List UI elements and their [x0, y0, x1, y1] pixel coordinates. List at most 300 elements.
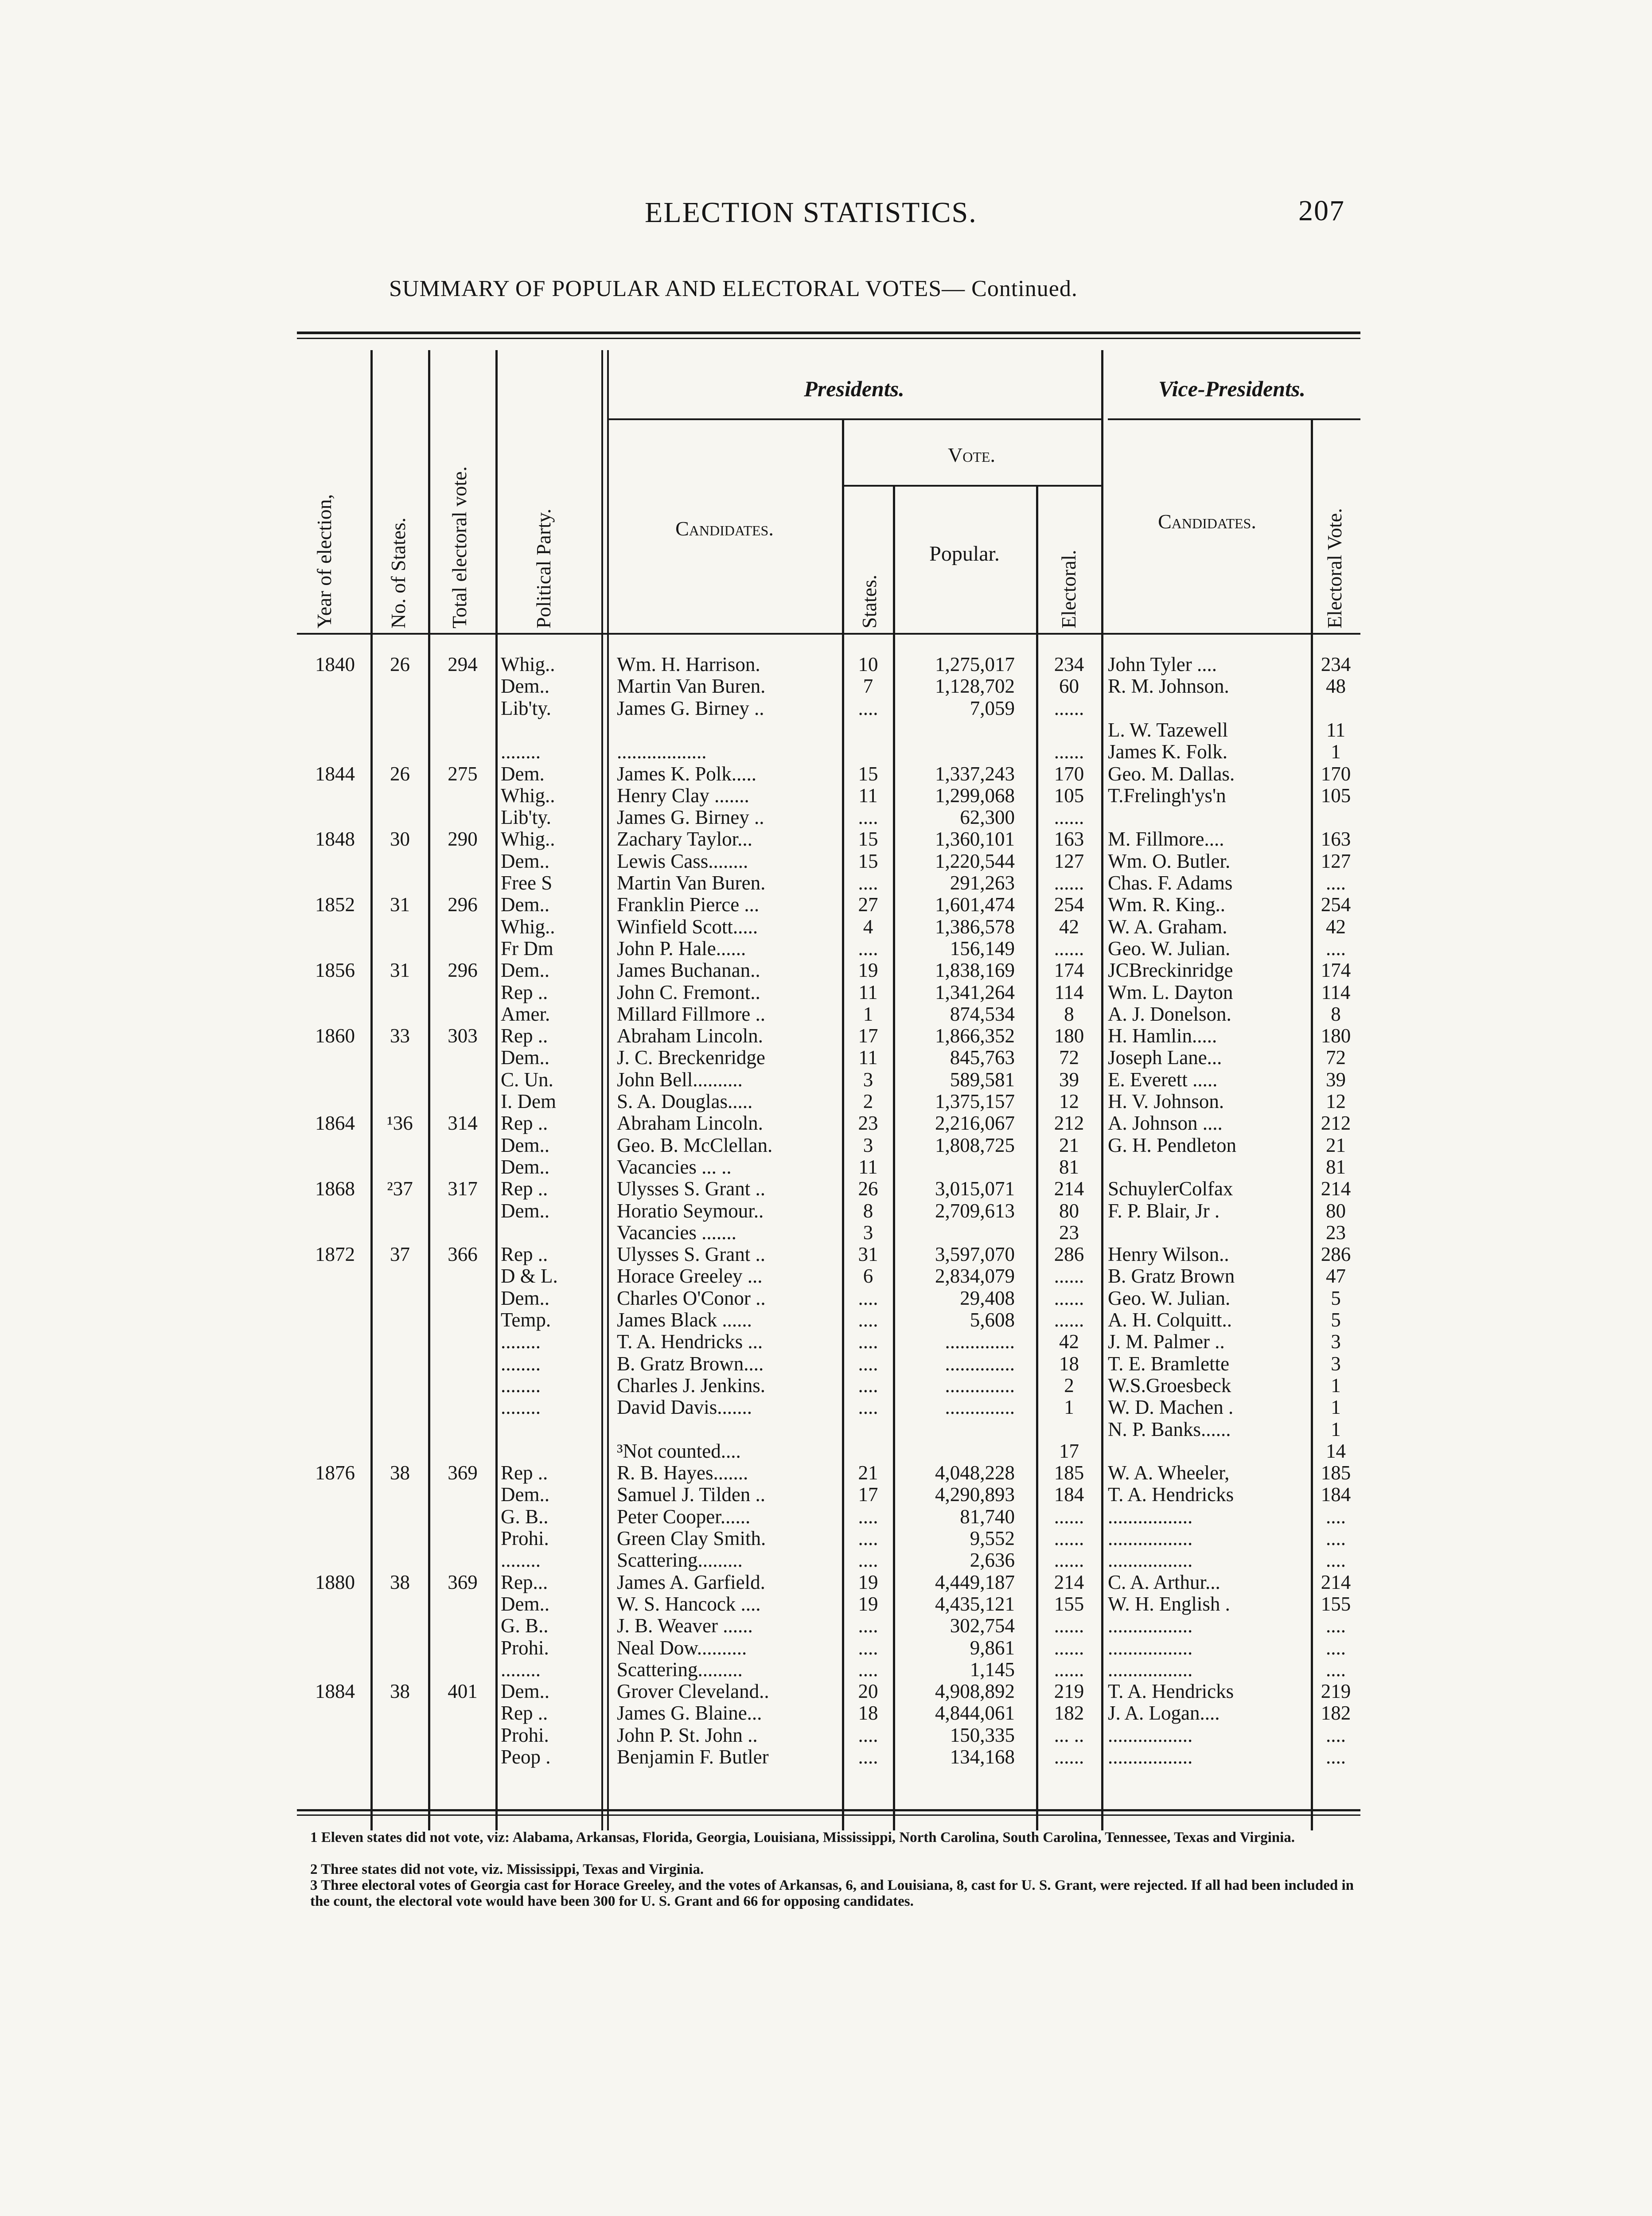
popular-cell: .............. — [945, 1352, 1015, 1375]
page-number: 207 — [1298, 195, 1345, 227]
popular-cell: 3,597,070 — [935, 1243, 1015, 1266]
popular-cell: 1,275,017 — [935, 653, 1015, 675]
pop-states-cell: .... — [858, 1549, 878, 1572]
vp-candidate-cell: A. H. Colquitt.. — [1108, 1309, 1232, 1331]
pop-states-cell: .... — [858, 697, 878, 719]
states-cell: 26 — [390, 653, 410, 675]
pop-states-cell: 19 — [858, 959, 878, 982]
col-header-states: No. of States. — [387, 517, 409, 628]
party-cell: I. Dem — [501, 1090, 556, 1112]
party-cell: Dem.. — [501, 1287, 549, 1309]
vp-electoral-cell: .... — [1326, 1724, 1346, 1746]
vp-candidate-cell: Geo. M. Dallas. — [1108, 762, 1235, 785]
year-cell: 1880 — [315, 1571, 355, 1593]
vote-header: Vote. — [948, 444, 995, 466]
party-cell: Rep .. — [501, 981, 548, 1003]
electoral-cell: ... .. — [1054, 1724, 1084, 1746]
candidate-cell: Ulysses S. Grant .. — [617, 1243, 765, 1266]
candidate-cell: Horatio Seymour.. — [617, 1199, 764, 1222]
electoral-cell: ...... — [1054, 1746, 1084, 1768]
vp-electoral-cell: 219 — [1321, 1680, 1351, 1703]
candidate-cell: Martin Van Buren. — [617, 872, 766, 894]
total-cell: 296 — [448, 893, 478, 916]
vp-electoral-cell: .... — [1326, 1636, 1346, 1659]
total-cell: 401 — [448, 1680, 478, 1703]
presidents-header: Presidents. — [804, 376, 904, 401]
year-cell: 1860 — [315, 1025, 355, 1047]
vice-presidents-rule — [1108, 418, 1360, 420]
party-cell: Rep .. — [501, 1702, 548, 1724]
electoral-cell: ...... — [1054, 1615, 1084, 1637]
party-cell: Peop . — [501, 1746, 551, 1768]
vp-electoral-cell: 185 — [1321, 1462, 1351, 1484]
candidate-cell: Franklin Pierce ... — [617, 893, 760, 916]
electoral-cell: ...... — [1054, 937, 1084, 960]
vp-candidate-cell: ................. — [1108, 1527, 1193, 1549]
vp-candidate-cell: L. W. Tazewell — [1108, 718, 1228, 741]
vp-electoral-cell: 47 — [1326, 1265, 1346, 1287]
vp-electoral-cell: 170 — [1321, 762, 1351, 785]
popular-cell: 81,740 — [960, 1505, 1015, 1528]
candidate-cell: Benjamin F. Butler — [617, 1746, 769, 1768]
pop-states-cell: .... — [858, 1746, 878, 1768]
candidate-cell: .................. — [617, 741, 707, 763]
vp-electoral-cell: 1 — [1331, 1396, 1341, 1419]
vp-electoral-cell: 214 — [1321, 1571, 1351, 1593]
vp-candidate-cell: Wm. L. Dayton — [1108, 981, 1233, 1003]
pop-states-cell: 7 — [863, 675, 873, 698]
party-cell: Fr Dm — [501, 937, 553, 960]
candidate-cell: John C. Fremont.. — [617, 981, 760, 1003]
party-cell: Rep .. — [501, 1243, 548, 1266]
pop-states-cell: 2 — [863, 1090, 873, 1112]
col-header-pop-states: States. — [858, 574, 881, 628]
candidate-cell: Abraham Lincoln. — [617, 1025, 763, 1047]
states-cell: 38 — [390, 1462, 410, 1484]
vp-electoral-cell: 5 — [1331, 1309, 1341, 1331]
electoral-cell: 42 — [1059, 915, 1079, 938]
electoral-cell: 163 — [1054, 828, 1084, 851]
states-cell: ¹36 — [387, 1112, 413, 1135]
pop-states-cell: 27 — [858, 893, 878, 916]
total-cell: 296 — [448, 959, 478, 982]
vp-electoral-cell: 234 — [1321, 653, 1351, 675]
popular-cell: .............. — [945, 1396, 1015, 1419]
vp-candidate-cell: Joseph Lane... — [1108, 1046, 1222, 1069]
col-header-party: Political Party. — [532, 508, 555, 628]
popular-cell: 2,216,067 — [935, 1112, 1015, 1135]
candidate-cell: S. A. Douglas..... — [617, 1090, 753, 1112]
party-cell: Rep .. — [501, 1462, 548, 1484]
popular-cell: 1,866,352 — [935, 1025, 1015, 1047]
electoral-cell: 1 — [1064, 1396, 1074, 1419]
candidate-cell: Vacancies ....... — [617, 1221, 736, 1244]
col-divider — [1101, 350, 1103, 1830]
party-cell: Whig.. — [501, 653, 555, 675]
vp-electoral-cell: 12 — [1326, 1090, 1346, 1112]
vice-presidents-header: Vice-Presidents. — [1158, 376, 1305, 401]
party-cell: Rep .. — [501, 1178, 548, 1200]
candidate-cell: Winfield Scott..... — [617, 915, 758, 938]
pop-states-cell: 10 — [858, 653, 878, 675]
electoral-cell: 21 — [1059, 1134, 1079, 1156]
vp-electoral-cell: 163 — [1321, 828, 1351, 851]
vp-candidate-cell: W. A. Graham. — [1108, 915, 1227, 938]
candidate-cell: J. B. Weaver ...... — [617, 1615, 753, 1637]
electoral-cell: 105 — [1054, 784, 1084, 807]
vp-electoral-cell: 11 — [1326, 718, 1346, 741]
col-divider — [607, 350, 609, 1830]
table-bottom-rule-2 — [297, 1814, 1360, 1816]
table-bottom-rule — [297, 1809, 1360, 1811]
electoral-cell: 39 — [1059, 1068, 1079, 1091]
electoral-cell: 214 — [1054, 1178, 1084, 1200]
states-cell: 30 — [390, 828, 410, 851]
vp-candidate-cell: SchuylerColfax — [1108, 1178, 1233, 1200]
electoral-cell: 234 — [1054, 653, 1084, 675]
electoral-cell: 8 — [1064, 1003, 1074, 1025]
vp-electoral-cell: 14 — [1326, 1440, 1346, 1462]
candidate-cell: Geo. B. McClellan. — [617, 1134, 773, 1156]
candidate-cell: Charles J. Jenkins. — [617, 1374, 765, 1397]
vp-electoral-cell: 42 — [1326, 915, 1346, 938]
pop-states-cell: 19 — [858, 1571, 878, 1593]
popular-cell: 1,838,169 — [935, 959, 1015, 982]
party-cell: Prohi. — [501, 1724, 549, 1746]
pop-states-cell: 11 — [858, 1155, 878, 1178]
candidate-cell: Charles O'Conor .. — [617, 1287, 766, 1309]
vp-electoral-cell: 3 — [1331, 1330, 1341, 1353]
pop-states-cell: .... — [858, 1527, 878, 1549]
vp-candidate-cell: ................. — [1108, 1549, 1193, 1572]
vp-electoral-cell: 21 — [1326, 1134, 1346, 1156]
candidate-cell: Samuel J. Tilden .. — [617, 1483, 766, 1506]
states-cell: 37 — [390, 1243, 410, 1266]
popular-cell: 1,341,264 — [935, 981, 1015, 1003]
vp-candidate-cell: W.S.Groesbeck — [1108, 1374, 1231, 1397]
pop-states-cell: 15 — [858, 828, 878, 851]
party-cell: Prohi. — [501, 1527, 549, 1549]
pop-states-cell: 21 — [858, 1462, 878, 1484]
candidate-cell: ³Not counted.... — [617, 1440, 741, 1462]
vp-candidate-cell: W. H. English . — [1108, 1592, 1230, 1615]
col-header-electoral: Electoral. — [1057, 550, 1080, 628]
states-cell: 38 — [390, 1680, 410, 1703]
party-cell: Whig.. — [501, 784, 555, 807]
vp-candidate-cell: Henry Wilson.. — [1108, 1243, 1229, 1266]
vp-electoral-cell: 8 — [1331, 1003, 1341, 1025]
party-cell: Whig.. — [501, 915, 555, 938]
vp-candidate-cell: M. Fillmore.... — [1108, 828, 1224, 851]
vp-electoral-cell: .... — [1326, 937, 1346, 960]
popular-cell: 9,552 — [970, 1527, 1015, 1549]
vote-rule — [842, 485, 1101, 487]
party-cell: Dem.. — [501, 959, 549, 982]
pop-states-cell: .... — [858, 937, 878, 960]
page-title: ELECTION STATISTICS. — [645, 196, 977, 229]
electoral-cell: 212 — [1054, 1112, 1084, 1135]
party-cell: ........ — [501, 1396, 541, 1419]
year-cell: 1844 — [315, 762, 355, 785]
popular-cell: 4,435,121 — [935, 1592, 1015, 1615]
electoral-cell: 80 — [1059, 1199, 1079, 1222]
vp-candidate-cell: E. Everett ..... — [1108, 1068, 1218, 1091]
vp-electoral-cell: 155 — [1321, 1592, 1351, 1615]
party-cell: G. B.. — [501, 1505, 549, 1528]
candidate-cell: J. C. Breckenridge — [617, 1046, 765, 1069]
candidate-cell: Millard Fillmore .. — [617, 1003, 765, 1025]
vp-candidate-cell: T.Frelingh'ys'n — [1108, 784, 1226, 807]
vp-candidate-cell: James K. Folk. — [1108, 741, 1227, 763]
total-cell: 294 — [448, 653, 478, 675]
vp-candidate-cell: JCBreckinridge — [1108, 959, 1233, 982]
vp-candidate-cell: H. V. Johnson. — [1108, 1090, 1224, 1112]
electoral-cell: ...... — [1054, 1527, 1084, 1549]
states-cell: 38 — [390, 1571, 410, 1593]
vp-candidate-cell: ................. — [1108, 1636, 1193, 1659]
vp-electoral-cell: 286 — [1321, 1243, 1351, 1266]
vp-electoral-cell: .... — [1326, 1658, 1346, 1681]
electoral-cell: 23 — [1059, 1221, 1079, 1244]
vp-electoral-cell: 180 — [1321, 1025, 1351, 1047]
popular-cell: 845,763 — [950, 1046, 1015, 1069]
vp-electoral-cell: 114 — [1321, 981, 1351, 1003]
vp-electoral-cell: 72 — [1326, 1046, 1346, 1069]
vp-candidate-cell: R. M. Johnson. — [1108, 675, 1229, 698]
vp-electoral-cell: 48 — [1326, 675, 1346, 698]
candidate-cell: Abraham Lincoln. — [617, 1112, 763, 1135]
vp-electoral-cell: 39 — [1326, 1068, 1346, 1091]
party-cell: Rep .. — [501, 1025, 548, 1047]
candidate-cell: James Buchanan.. — [617, 959, 760, 982]
total-cell: 290 — [448, 828, 478, 851]
vp-candidate-cell: C. A. Arthur... — [1108, 1571, 1220, 1593]
vp-candidate-cell: ................. — [1108, 1746, 1193, 1768]
popular-cell: 4,844,061 — [935, 1702, 1015, 1724]
party-cell: C. Un. — [501, 1068, 553, 1091]
party-cell: ........ — [501, 741, 541, 763]
footnote-1: 1 Eleven states did not vote, viz: Alabama, Arkansas, Florida, Georgia, Louisiana, Mississippi, North Carolina, South Carolina, Tennessee, Texas and Virginia. — [310, 1830, 1295, 1845]
col-divider — [601, 350, 603, 1830]
total-cell: 275 — [448, 762, 478, 785]
presidents-rule — [607, 418, 1101, 420]
candidate-cell: Neal Dow.......... — [617, 1636, 747, 1659]
states-cell: 26 — [390, 762, 410, 785]
pop-states-cell: 4 — [863, 915, 873, 938]
popular-cell: 1,808,725 — [935, 1134, 1015, 1156]
vp-candidate-cell: T. E. Bramlette — [1108, 1352, 1230, 1375]
party-cell: Dem.. — [501, 1680, 549, 1703]
pop-states-cell: 20 — [858, 1680, 878, 1703]
vp-candidate-cell: G. H. Pendleton — [1108, 1134, 1236, 1156]
electoral-cell: 42 — [1059, 1330, 1079, 1353]
party-cell: Lib'ty. — [501, 697, 551, 719]
pop-states-cell: 11 — [858, 1046, 878, 1069]
electoral-cell: ...... — [1054, 1287, 1084, 1309]
vp-candidate-cell: N. P. Banks...... — [1108, 1418, 1231, 1440]
col-divider — [370, 350, 373, 1830]
popular-cell: 9,861 — [970, 1636, 1015, 1659]
year-cell: 1884 — [315, 1680, 355, 1703]
col-header-vp-electoral: Electoral Vote. — [1323, 508, 1346, 628]
electoral-cell: 114 — [1054, 981, 1084, 1003]
pop-states-cell: 1 — [863, 1003, 873, 1025]
vp-electoral-cell: 254 — [1321, 893, 1351, 916]
total-cell: 314 — [448, 1112, 478, 1135]
footnote-3: 3 Three electoral votes of Georgia cast for Horace Greeley, and the votes of Arkansas, 6, and Louisiana, 8, cast for U. S. Grant, were rejected. If all had been included in the count, the electoral vote would have been 300 for U. S. Grant and 66 for opposing candidates. — [310, 1877, 1354, 1909]
popular-cell: 1,386,578 — [935, 915, 1015, 938]
party-cell: Rep .. — [501, 1112, 548, 1135]
table-top-rule — [297, 332, 1360, 334]
party-cell: Temp. — [501, 1309, 551, 1331]
pop-states-cell: 26 — [858, 1178, 878, 1200]
pop-states-cell: .... — [858, 872, 878, 894]
party-cell: Dem.. — [501, 1483, 549, 1506]
electoral-cell: 12 — [1059, 1090, 1079, 1112]
col-divider — [428, 350, 430, 1830]
candidate-cell: James K. Polk..... — [617, 762, 756, 785]
electoral-cell: 2 — [1064, 1374, 1074, 1397]
pop-states-cell: 3 — [863, 1134, 873, 1156]
vp-electoral-cell: .... — [1326, 1505, 1346, 1528]
candidate-cell: James G. Birney .. — [617, 697, 764, 719]
electoral-cell: ...... — [1054, 1636, 1084, 1659]
popular-cell: 874,534 — [950, 1003, 1015, 1025]
vp-electoral-cell: 1 — [1331, 1374, 1341, 1397]
candidate-cell: Horace Greeley ... — [617, 1265, 763, 1287]
candidate-cell: Vacancies ... .. — [617, 1155, 732, 1178]
party-cell: Prohi. — [501, 1636, 549, 1659]
vp-electoral-cell: .... — [1326, 1615, 1346, 1637]
party-cell: Free S — [501, 872, 553, 894]
vp-electoral-cell: 214 — [1321, 1178, 1351, 1200]
states-cell: 31 — [390, 893, 410, 916]
total-cell: 303 — [448, 1025, 478, 1047]
pop-states-cell: .... — [858, 1505, 878, 1528]
electoral-cell: 170 — [1054, 762, 1084, 785]
party-cell: Dem. — [501, 762, 545, 785]
electoral-cell: 174 — [1054, 959, 1084, 982]
vp-electoral-cell: 105 — [1321, 784, 1351, 807]
popular-cell: 291,263 — [950, 872, 1015, 894]
vp-candidate-cell: Wm. O. Butler. — [1108, 850, 1231, 872]
table-top-rule-2 — [297, 338, 1360, 339]
electoral-cell: 180 — [1054, 1025, 1084, 1047]
pop-states-cell: 17 — [858, 1483, 878, 1506]
electoral-cell: 254 — [1054, 893, 1084, 916]
electoral-cell: 185 — [1054, 1462, 1084, 1484]
electoral-cell: 219 — [1054, 1680, 1084, 1703]
party-cell: ........ — [501, 1658, 541, 1681]
popular-cell: 1,145 — [970, 1658, 1015, 1681]
vp-electoral-cell: 3 — [1331, 1352, 1341, 1375]
electoral-cell: ...... — [1054, 1309, 1084, 1331]
popular-cell: 1,337,243 — [935, 762, 1015, 785]
pop-states-cell: .... — [858, 1287, 878, 1309]
candidate-cell: Grover Cleveland.. — [617, 1680, 769, 1703]
electoral-cell: 214 — [1054, 1571, 1084, 1593]
candidate-cell: Scattering......... — [617, 1658, 743, 1681]
electoral-cell: 184 — [1054, 1483, 1084, 1506]
vp-candidate-cell: ................. — [1108, 1724, 1193, 1746]
popular-cell: 1,220,544 — [935, 850, 1015, 872]
party-cell: Dem.. — [501, 1046, 549, 1069]
pop-states-cell: .... — [858, 1724, 878, 1746]
party-cell: Dem.. — [501, 1155, 549, 1178]
candidate-cell: Martin Van Buren. — [617, 675, 766, 698]
candidate-cell: David Davis....... — [617, 1396, 752, 1419]
vp-electoral-cell: .... — [1326, 1549, 1346, 1572]
popular-cell: 5,608 — [970, 1309, 1015, 1331]
header-bottom-rule — [297, 633, 1360, 635]
vp-electoral-cell: 174 — [1321, 959, 1351, 982]
popular-cell: 1,601,474 — [935, 893, 1015, 916]
party-cell: Dem.. — [501, 1199, 549, 1222]
party-cell: Rep... — [501, 1571, 548, 1593]
vp-electoral-cell: 80 — [1326, 1199, 1346, 1222]
electoral-cell: ...... — [1054, 806, 1084, 829]
vp-candidates-header: Candidates. — [1158, 510, 1256, 533]
vp-candidate-cell: Geo. W. Julian. — [1108, 1287, 1231, 1309]
party-cell: ........ — [501, 1352, 541, 1375]
electoral-cell: ...... — [1054, 1505, 1084, 1528]
party-cell: D & L. — [501, 1265, 558, 1287]
year-cell: 1848 — [315, 828, 355, 851]
pop-states-cell: 15 — [858, 850, 878, 872]
vp-candidate-cell: Geo. W. Julian. — [1108, 937, 1231, 960]
pop-states-cell: 15 — [858, 762, 878, 785]
party-cell: ........ — [501, 1549, 541, 1572]
popular-cell: 4,290,893 — [935, 1483, 1015, 1506]
vp-candidate-cell: W. A. Wheeler, — [1108, 1462, 1230, 1484]
pop-states-cell: 6 — [863, 1265, 873, 1287]
footnote-2: 2 Three states did not vote, viz. Mississippi, Texas and Virginia. — [310, 1861, 704, 1877]
party-cell: Dem.. — [501, 1134, 549, 1156]
pop-states-cell: .... — [858, 1636, 878, 1659]
vp-electoral-cell: 5 — [1331, 1287, 1341, 1309]
candidate-cell: James Black ...... — [617, 1309, 752, 1331]
party-cell: Dem.. — [501, 675, 549, 698]
pop-states-cell: 3 — [863, 1221, 873, 1244]
vp-electoral-cell: 1 — [1331, 1418, 1341, 1440]
year-cell: 1872 — [315, 1243, 355, 1266]
vp-electoral-cell: .... — [1326, 872, 1346, 894]
vp-candidate-cell: T. A. Hendricks — [1108, 1680, 1234, 1703]
popular-cell: 302,754 — [950, 1615, 1015, 1637]
electoral-cell: 72 — [1059, 1046, 1079, 1069]
party-cell: Dem.. — [501, 850, 549, 872]
total-cell: 317 — [448, 1178, 478, 1200]
popular-cell: 156,149 — [950, 937, 1015, 960]
vp-electoral-cell: 81 — [1326, 1155, 1346, 1178]
col-header-total: Total electoral vote. — [448, 466, 471, 628]
candidates-header: Candidates. — [675, 517, 774, 540]
total-cell: 366 — [448, 1243, 478, 1266]
pop-states-cell: .... — [858, 1615, 878, 1637]
year-cell: 1868 — [315, 1178, 355, 1200]
popular-cell: 4,908,892 — [935, 1680, 1015, 1703]
candidate-cell: B. Gratz Brown.... — [617, 1352, 764, 1375]
party-cell: Dem.. — [501, 1592, 549, 1615]
pop-states-cell: 11 — [858, 784, 878, 807]
party-cell: G. B.. — [501, 1615, 549, 1637]
pop-states-cell: .... — [858, 1352, 878, 1375]
pop-states-cell: 8 — [863, 1199, 873, 1222]
year-cell: 1864 — [315, 1112, 355, 1135]
party-cell: Lib'ty. — [501, 806, 551, 829]
electoral-cell: 17 — [1059, 1440, 1079, 1462]
candidate-cell: James A. Garfield. — [617, 1571, 765, 1593]
